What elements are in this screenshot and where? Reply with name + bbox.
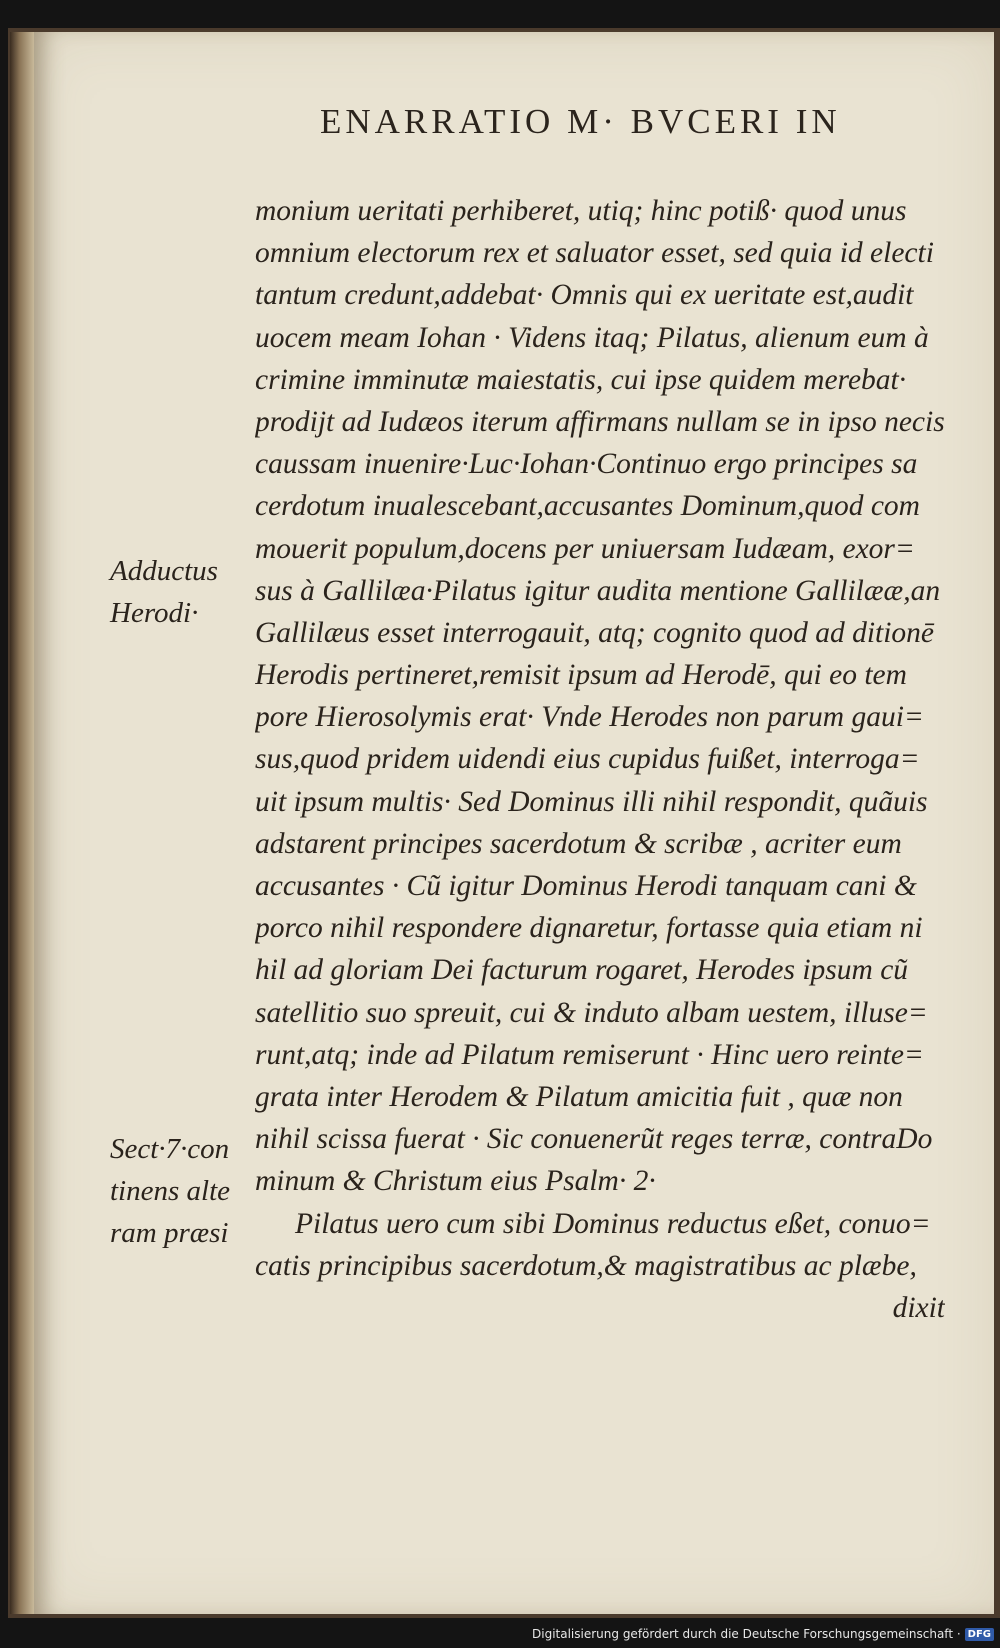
main-text-block bbox=[255, 190, 945, 1329]
text-line: crimine imminutæ maiestatis, cui ipse quidem merebat· bbox=[255, 363, 907, 396]
text-line: minum & Christum eius Psalm· 2· bbox=[255, 1165, 656, 1198]
text-line: prodijt ad Iudæos iterum affirmans nullam se in ipso necis bbox=[255, 405, 945, 438]
catchword: dixit bbox=[892, 1291, 945, 1324]
text-line: uit ipsum multis· Sed Dominus illi nihil respondit, quãuis bbox=[255, 785, 928, 818]
running-head: ENARRATIO M· BVCERI IN bbox=[320, 102, 841, 141]
text-line: runt,atq; inde ad Pilatum remiserunt · Hinc uero reinte= bbox=[255, 1038, 924, 1071]
text-line: Pilatus uero cum sibi Dominus reductus eßet, conuo= bbox=[295, 1207, 931, 1240]
text-line: grata inter Herodem & Pilatum amicitia fuit , quæ non bbox=[255, 1080, 903, 1113]
margin-note-line: Herodi· bbox=[110, 597, 199, 629]
text-line: cerdotum inualescebant,accusantes Dominum,quod com bbox=[255, 490, 920, 523]
margin-note-line: Sect·7·con bbox=[110, 1133, 230, 1165]
text-line: pore Hierosolymis erat· Vnde Herodes non parum gaui= bbox=[255, 701, 924, 734]
margin-note-adductus bbox=[110, 550, 250, 634]
digitization-credit bbox=[532, 1624, 994, 1644]
credit-text: Digitalisierung gefördert durch die Deutsche Forschungsgemeinschaft · bbox=[532, 1627, 961, 1641]
text-line: uocem meam Iohan · Videns itaq; Pilatus, alienum eum à bbox=[255, 321, 929, 354]
text-line: sus,quod pridem uidendi eius cupidus fuißet, interroga= bbox=[255, 743, 920, 776]
text-line: nihil scissa fuerat · Sic conuenerũt reges terræ, contraDo bbox=[255, 1123, 933, 1156]
margin-note-line: tinens alte bbox=[110, 1175, 231, 1207]
text-line: accusantes · Cũ igitur Dominus Herodi tanquam cani & bbox=[255, 870, 917, 902]
text-line: porco nihil respondere dignaretur, fortasse quia etiam ni bbox=[255, 912, 923, 945]
text-line: catis principibus sacerdotum,& magistratibus ac plæbe, bbox=[255, 1249, 917, 1282]
page-gutter bbox=[10, 32, 34, 1614]
text-line: Gallilæus esset interrogauit, atq; cognito quod ad ditionē bbox=[255, 616, 935, 649]
text-line: sus à Gallilæa·Pilatus igitur audita mentione Gallilææ,an bbox=[255, 574, 941, 607]
margin-note-line: ram præsi bbox=[110, 1217, 229, 1249]
text-line: adstarent principes sacerdotum & scribæ , acriter eum bbox=[255, 827, 902, 860]
text-line: caussam inuenire·Luc·Iohan·Continuo ergo principes sa bbox=[255, 448, 918, 481]
text-line: satellitio suo spreuit, cui & induto albam uestem, illuse= bbox=[255, 996, 928, 1029]
margin-note-section bbox=[110, 1128, 250, 1254]
text-line: hil ad gloriam Dei facturum rogaret, Herodes ipsum cũ bbox=[255, 954, 909, 987]
margin-note-line: Adductus bbox=[110, 555, 218, 587]
text-line: Herodis pertineret,remisit ipsum ad Herodē, qui eo tem bbox=[255, 659, 907, 692]
text-line: mouerit populum,docens per uniuersam Iudæam, exor= bbox=[255, 532, 915, 565]
text-line: omnium electorum rex et saluator esset, sed quia id electi bbox=[255, 237, 934, 270]
text-line: tantum credunt,addebat· Omnis qui ex ueritate est,audit bbox=[255, 279, 914, 312]
text-line: monium ueritati perhiberet, utiq; hinc potiß· quod unus bbox=[255, 195, 907, 227]
dfg-logo: DFG bbox=[965, 1628, 994, 1641]
